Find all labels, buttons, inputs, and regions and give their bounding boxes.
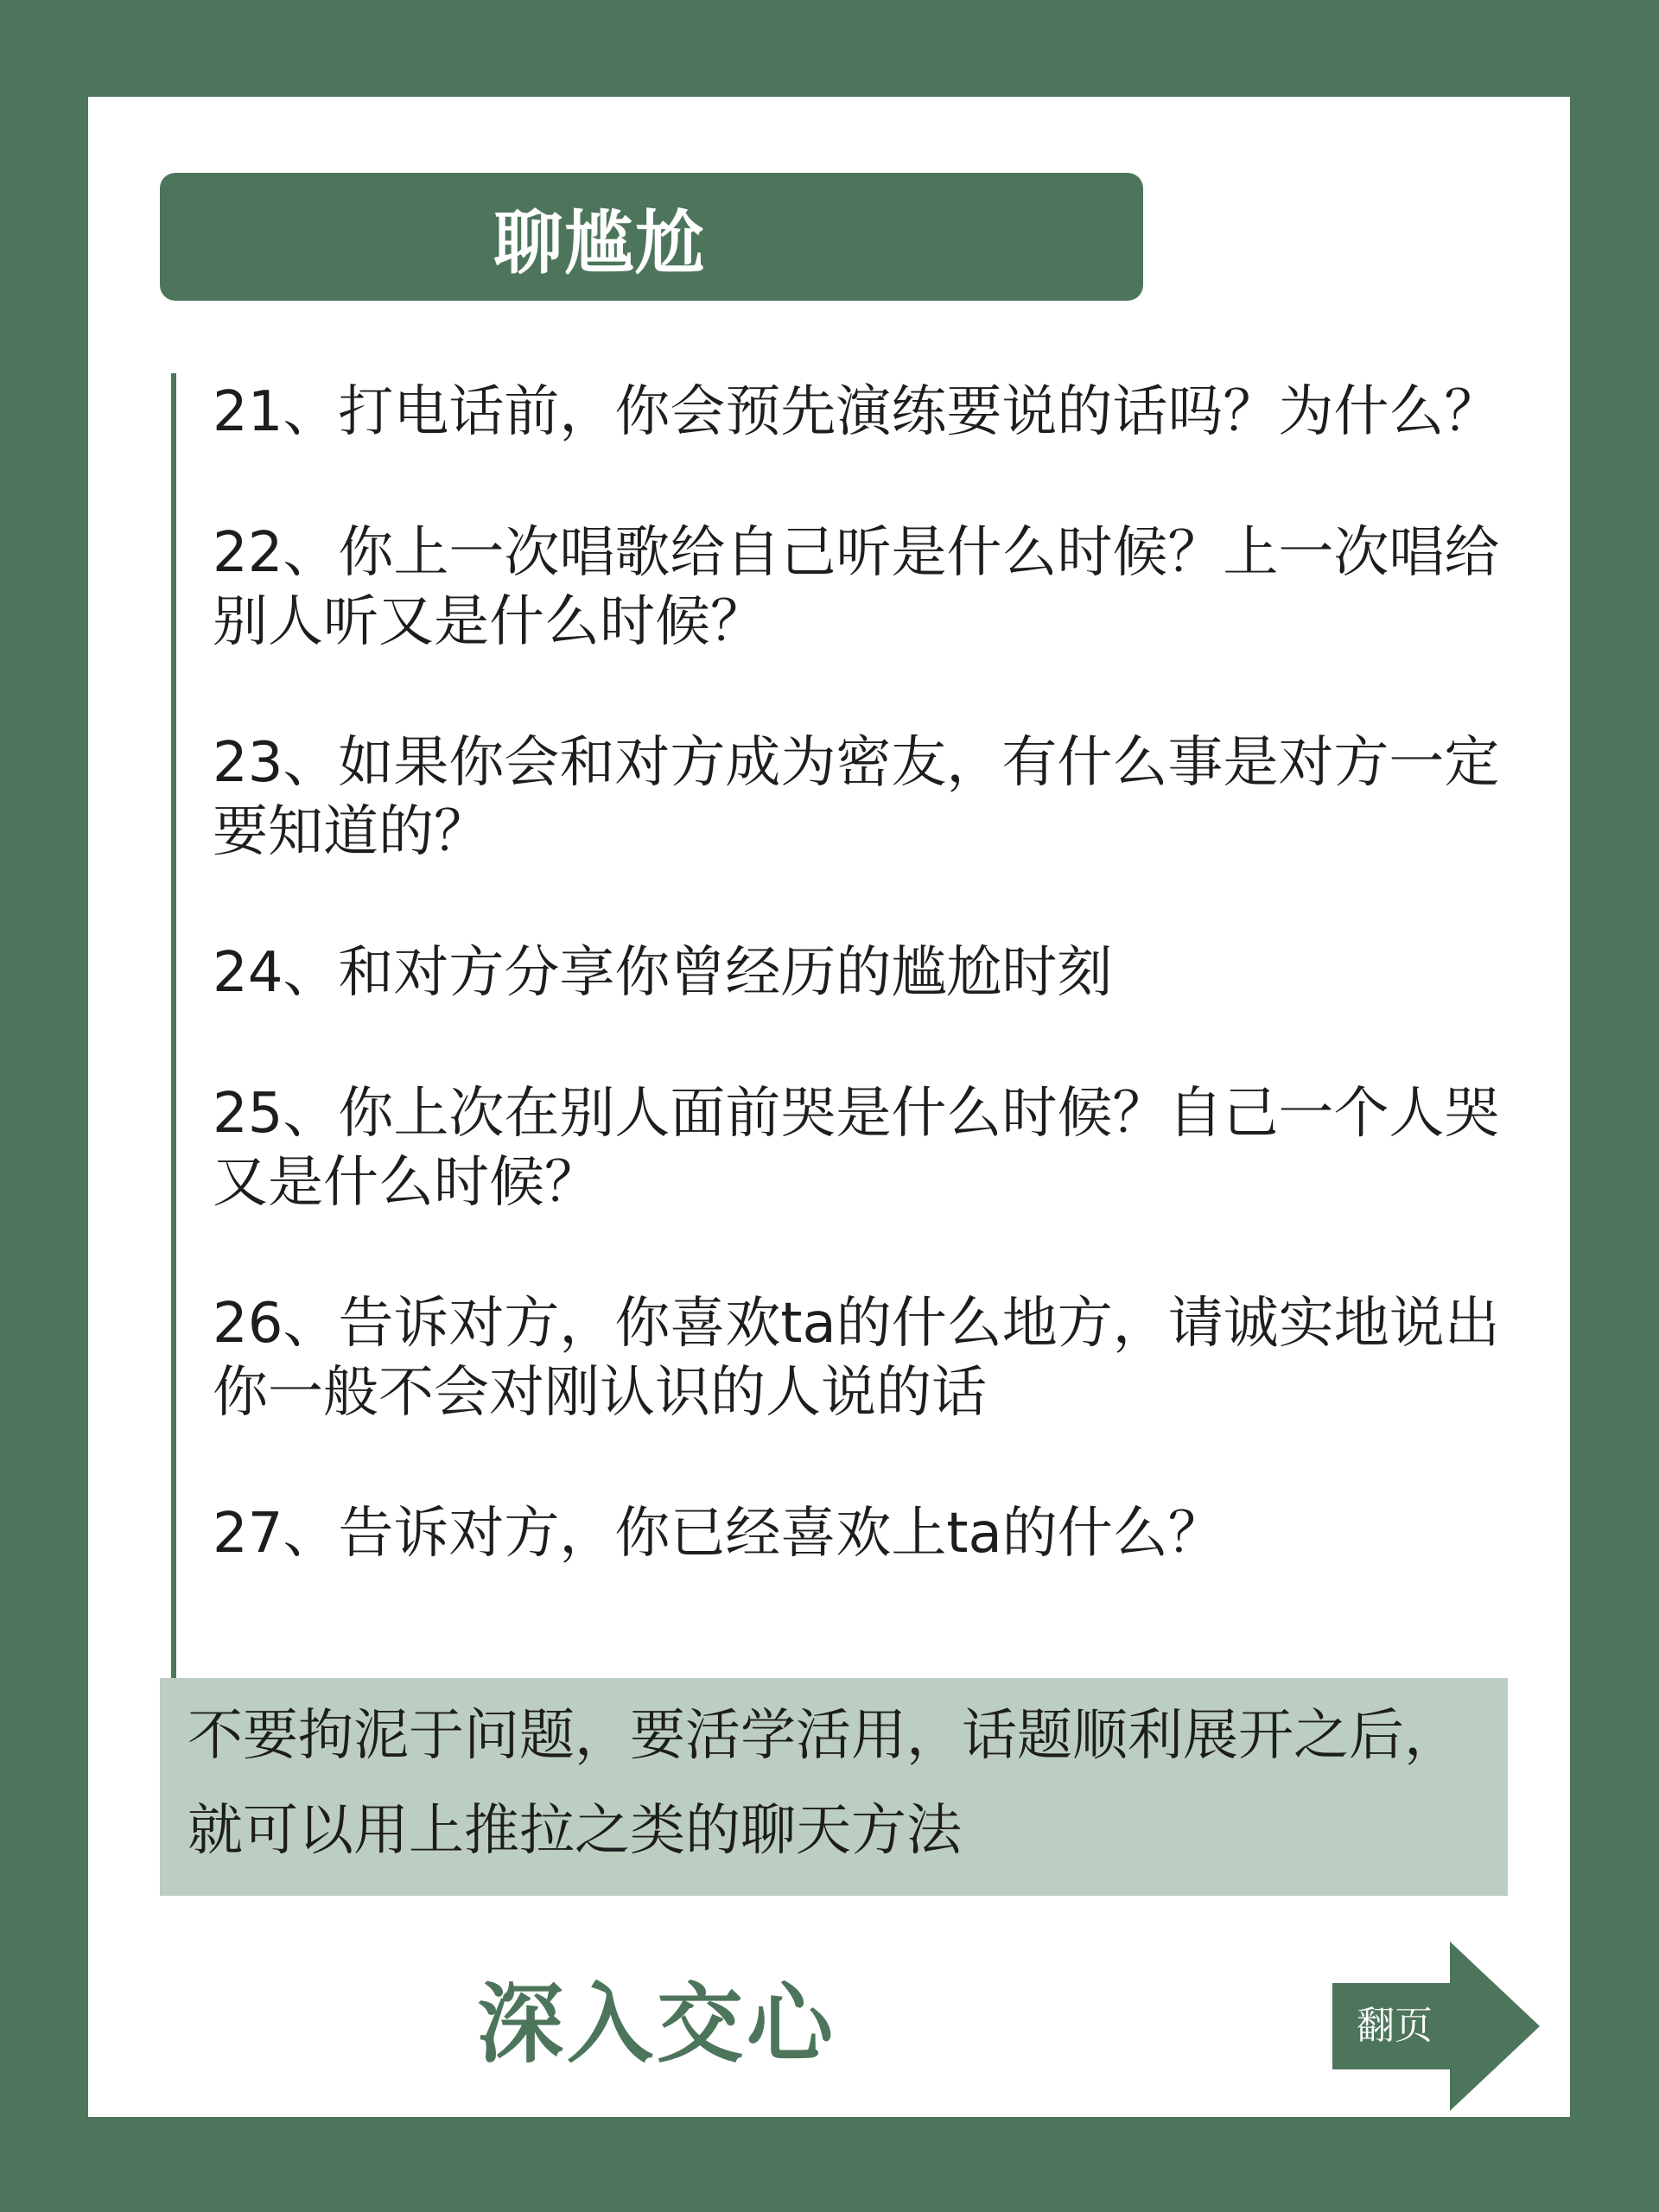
question-item-26: 26、告诉对方，你喜欢ta的什么地方，请诚实地说出你一般不会对刚认识的人说的话	[213, 1292, 1500, 1425]
question-item-21: 21、打电话前，你会预先演练要说的话吗？为什么？	[213, 380, 1500, 444]
question-list	[213, 378, 1535, 1640]
question-item-24: 24、和对方分享你曾经历的尴尬时刻	[213, 941, 1113, 1005]
next-page-label: 翻页	[1357, 2004, 1433, 2048]
question-item-23: 23、如果你会和对方成为密友，有什么事是对方一定要知道的？	[213, 731, 1500, 864]
next-page-button[interactable]	[1332, 1942, 1540, 2111]
tip-line-2: 就可以用上推拉之类的聊天方法	[188, 1799, 962, 1863]
tip-box	[160, 1678, 1508, 1896]
left-accent-rule	[171, 373, 176, 1756]
question-item-25: 25、你上次在别人面前哭是什么时候？自己一个人哭又是什么时候？	[213, 1082, 1500, 1215]
footer-title: 深入交心	[477, 1974, 836, 2075]
page-title: 聊尴尬	[493, 202, 706, 283]
content-card	[88, 97, 1570, 2117]
tip-line-1: 不要拘泥于问题，要活学活用，话题顺利展开之后，	[188, 1704, 1459, 1768]
question-item-22: 22、你上一次唱歌给自己听是什么时候？上一次唱给别人听又是什么时候？	[213, 521, 1500, 654]
question-item-27: 27、告诉对方，你已经喜欢上ta的什么？	[213, 1502, 1224, 1566]
title-banner	[160, 173, 1143, 301]
